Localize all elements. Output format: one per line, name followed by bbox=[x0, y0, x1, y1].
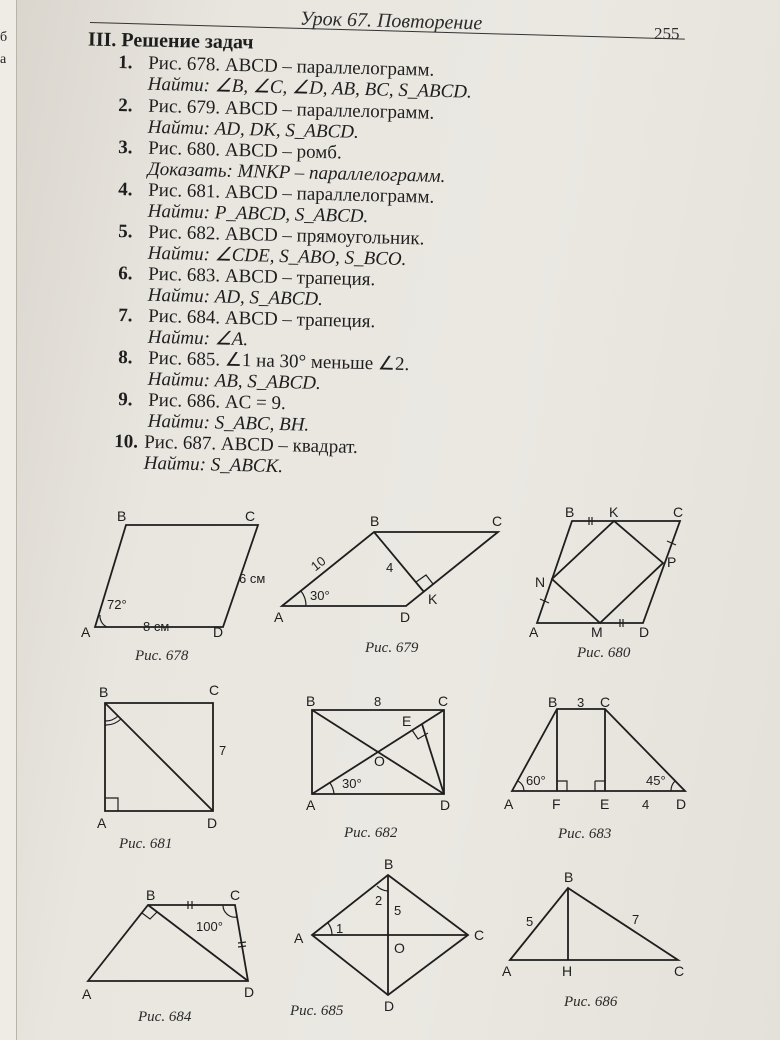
label-c: C bbox=[674, 963, 685, 979]
label-b: B bbox=[306, 693, 316, 709]
triangle-686 bbox=[500, 868, 695, 988]
task-question: Найти: AD, S_ABCD. bbox=[147, 284, 324, 311]
task-number: 4. bbox=[118, 179, 133, 201]
label-d: D bbox=[207, 815, 218, 831]
figure-686 bbox=[500, 868, 695, 1010]
label-a: A bbox=[529, 624, 539, 640]
task-statement: Рис. 686. AC = 9. bbox=[147, 389, 286, 415]
label-a: A bbox=[504, 796, 514, 812]
parallelogram-678 bbox=[75, 505, 285, 645]
label-b: B bbox=[564, 869, 574, 885]
angle-a-value: 60° bbox=[526, 773, 546, 788]
label-k: K bbox=[609, 504, 619, 520]
label-d: D bbox=[244, 984, 255, 1000]
tick-mark bbox=[238, 946, 246, 947]
label-d: D bbox=[213, 624, 224, 640]
adjacent-page-edge bbox=[0, 0, 17, 1040]
label-d: D bbox=[440, 797, 451, 813]
label-f: F bbox=[552, 796, 561, 812]
task-number: 5. bbox=[118, 221, 133, 243]
side-ad-length: 8 см bbox=[143, 619, 170, 634]
label-a: A bbox=[97, 815, 107, 831]
height-bk-length: 4 bbox=[386, 560, 394, 575]
side-bc-length: 3 bbox=[577, 695, 585, 710]
angle-a-value: 72° bbox=[107, 597, 127, 612]
task-question: Найти: AD, DK, S_ABCD. bbox=[147, 116, 360, 143]
right-angle-mark bbox=[416, 575, 433, 584]
side-ed-length: 4 bbox=[642, 797, 650, 812]
side-bc-length: 8 bbox=[374, 694, 382, 709]
figure-caption: Рис. 681 bbox=[119, 836, 173, 852]
task-item bbox=[117, 305, 375, 353]
label-b: B bbox=[565, 504, 575, 520]
figure-678 bbox=[75, 505, 285, 664]
figure-680 bbox=[525, 504, 690, 661]
angle-2-label: 2 bbox=[375, 893, 383, 908]
height-bk bbox=[374, 532, 424, 592]
diagonal-bd bbox=[105, 703, 213, 811]
task-question: Доказать: MNKP – параллелограмм. bbox=[147, 158, 446, 188]
label-o: O bbox=[374, 753, 385, 769]
side-cd-length: 7 bbox=[219, 743, 227, 758]
task-statement: Рис. 683. ABCD – трапеция. bbox=[147, 263, 376, 291]
angle-arc bbox=[377, 886, 388, 891]
parallelogram-679 bbox=[270, 512, 510, 627]
label-k: K bbox=[428, 591, 438, 607]
angle-a-value: 30° bbox=[310, 588, 330, 603]
task-number: 7. bbox=[118, 305, 133, 327]
task-item bbox=[117, 347, 409, 396]
task-item bbox=[117, 263, 375, 311]
task-statement: Рис. 687. ABCD – квадрат. bbox=[143, 431, 359, 458]
side-ab-length: 10 bbox=[307, 553, 329, 574]
label-b: B bbox=[548, 694, 558, 710]
figure-caption: Рис. 686 bbox=[564, 994, 618, 1010]
label-h: H bbox=[562, 963, 573, 979]
label-a: A bbox=[82, 986, 92, 1002]
figure-caption: Рис. 682 bbox=[344, 825, 398, 841]
figure-683 bbox=[500, 693, 695, 842]
task-number: 2. bbox=[118, 95, 133, 117]
label-b: B bbox=[146, 887, 156, 903]
segment-bo-length: 5 bbox=[394, 903, 402, 918]
task-statement: Рис. 682. ABCD – прямоугольник. bbox=[147, 221, 425, 250]
running-title: Урок 67. Повторение bbox=[299, 7, 483, 35]
side-ab-length: 5 bbox=[526, 914, 534, 929]
right-angle-mark bbox=[557, 781, 567, 791]
label-n: N bbox=[535, 574, 546, 590]
rhombus-680 bbox=[525, 505, 690, 640]
task-number: 9. bbox=[118, 389, 133, 411]
adjacent-page-char: а bbox=[0, 52, 7, 67]
task-item bbox=[117, 52, 472, 103]
right-angle-mark bbox=[105, 798, 118, 811]
label-o: O bbox=[394, 940, 405, 956]
angle-arc bbox=[105, 716, 118, 721]
angle-c-value: 100° bbox=[196, 919, 223, 934]
label-p: P bbox=[667, 554, 677, 570]
label-a: A bbox=[274, 609, 284, 625]
quadrilateral-mnkp bbox=[552, 521, 663, 623]
label-a: A bbox=[294, 930, 304, 946]
angle-arc bbox=[301, 591, 306, 606]
adjacent-page-char: б bbox=[0, 30, 8, 45]
task-question: Найти: S_ABCK. bbox=[143, 452, 284, 478]
label-b: B bbox=[370, 513, 380, 529]
section-title: III. Решение задач bbox=[87, 28, 254, 54]
task-question: Найти: ∠A. bbox=[147, 326, 249, 351]
task-statement: Рис. 679. ABCD – параллелограмм. bbox=[147, 95, 435, 124]
label-b: B bbox=[117, 508, 127, 524]
figure-caption: Рис. 680 bbox=[577, 645, 631, 661]
figure-caption: Рис. 683 bbox=[558, 826, 612, 842]
task-number: 3. bbox=[118, 137, 133, 159]
label-a: A bbox=[81, 624, 91, 640]
angle-arc bbox=[671, 781, 675, 791]
trapezoid-683 bbox=[500, 693, 695, 823]
angle-arc bbox=[518, 781, 524, 791]
task-number: 1. bbox=[118, 52, 133, 74]
task-number: 10. bbox=[114, 431, 139, 453]
task-question: Найти: ∠B, ∠C, ∠D, AB, BC, S_ABCD. bbox=[147, 73, 473, 103]
parallelogram-681 bbox=[95, 683, 235, 833]
label-a: A bbox=[502, 963, 512, 979]
task-statement: Рис. 684. ABCD – трапеция. bbox=[147, 305, 376, 333]
angle-arc bbox=[100, 615, 107, 627]
angle-1-label: 1 bbox=[336, 921, 344, 936]
triangle-shape bbox=[510, 888, 678, 960]
figure-685 bbox=[290, 855, 490, 1019]
task-question: Найти: S_ABC, BH. bbox=[147, 410, 310, 436]
angle-arc bbox=[330, 783, 334, 794]
label-c: C bbox=[474, 927, 485, 943]
task-statement: Рис. 678. ABCD – параллелограмм. bbox=[147, 52, 435, 81]
angle-d-value: 45° bbox=[646, 773, 666, 788]
figure-682 bbox=[300, 690, 470, 841]
figure-caption: Рис. 678 bbox=[135, 648, 189, 664]
label-b: B bbox=[99, 684, 109, 700]
figure-caption: Рис. 684 bbox=[138, 1009, 192, 1025]
label-c: C bbox=[492, 513, 503, 529]
label-m: M bbox=[591, 624, 603, 640]
label-b: B bbox=[384, 856, 394, 872]
label-d: D bbox=[384, 998, 395, 1014]
task-statement: Рис. 685. ∠1 на 30° меньше ∠2. bbox=[147, 347, 410, 376]
task-question: Найти: ∠CDE, S_ABO, S_BCO. bbox=[147, 242, 407, 271]
task-number: 6. bbox=[118, 263, 133, 285]
label-c: C bbox=[245, 508, 256, 524]
figure-684 bbox=[78, 885, 268, 1025]
diagonal-bd bbox=[148, 905, 248, 981]
figure-caption: Рис. 679 bbox=[365, 640, 419, 656]
page-number: 255 bbox=[654, 24, 680, 43]
right-angle-mark bbox=[142, 912, 157, 919]
angle-arc bbox=[328, 923, 332, 935]
task-item bbox=[117, 221, 424, 270]
task-item bbox=[113, 431, 358, 479]
task-question: Найти: P_ABCD, S_ABCD. bbox=[147, 200, 369, 228]
label-e: E bbox=[402, 713, 412, 729]
rectangle-682 bbox=[300, 690, 470, 815]
figure-caption: Рис. 685 bbox=[290, 1003, 344, 1019]
label-e: E bbox=[600, 796, 610, 812]
angle-a-value: 30° bbox=[342, 776, 362, 791]
label-c: C bbox=[209, 682, 220, 698]
trapezoid-shape bbox=[88, 905, 248, 981]
label-c: C bbox=[600, 694, 611, 710]
task-item bbox=[117, 389, 309, 436]
figure-681 bbox=[95, 682, 235, 852]
task-statement: Рис. 680. ABCD – ромб. bbox=[147, 137, 342, 164]
trapezoid-684 bbox=[78, 885, 268, 1010]
label-c: C bbox=[230, 887, 241, 903]
figure-679 bbox=[270, 512, 510, 656]
label-d: D bbox=[676, 796, 687, 812]
label-c: C bbox=[673, 504, 684, 520]
label-d: D bbox=[400, 609, 411, 625]
task-number: 8. bbox=[118, 347, 133, 369]
task-statement: Рис. 681. ABCD – параллелограмм. bbox=[147, 179, 435, 208]
label-a: A bbox=[306, 797, 316, 813]
side-bc-length: 7 bbox=[632, 912, 640, 927]
label-d: D bbox=[639, 624, 650, 640]
tick-mark bbox=[238, 942, 246, 943]
label-c: C bbox=[438, 693, 449, 709]
side-cd-length: 6 см bbox=[239, 571, 266, 586]
task-question: Найти: AB, S_ABCD. bbox=[147, 368, 322, 394]
